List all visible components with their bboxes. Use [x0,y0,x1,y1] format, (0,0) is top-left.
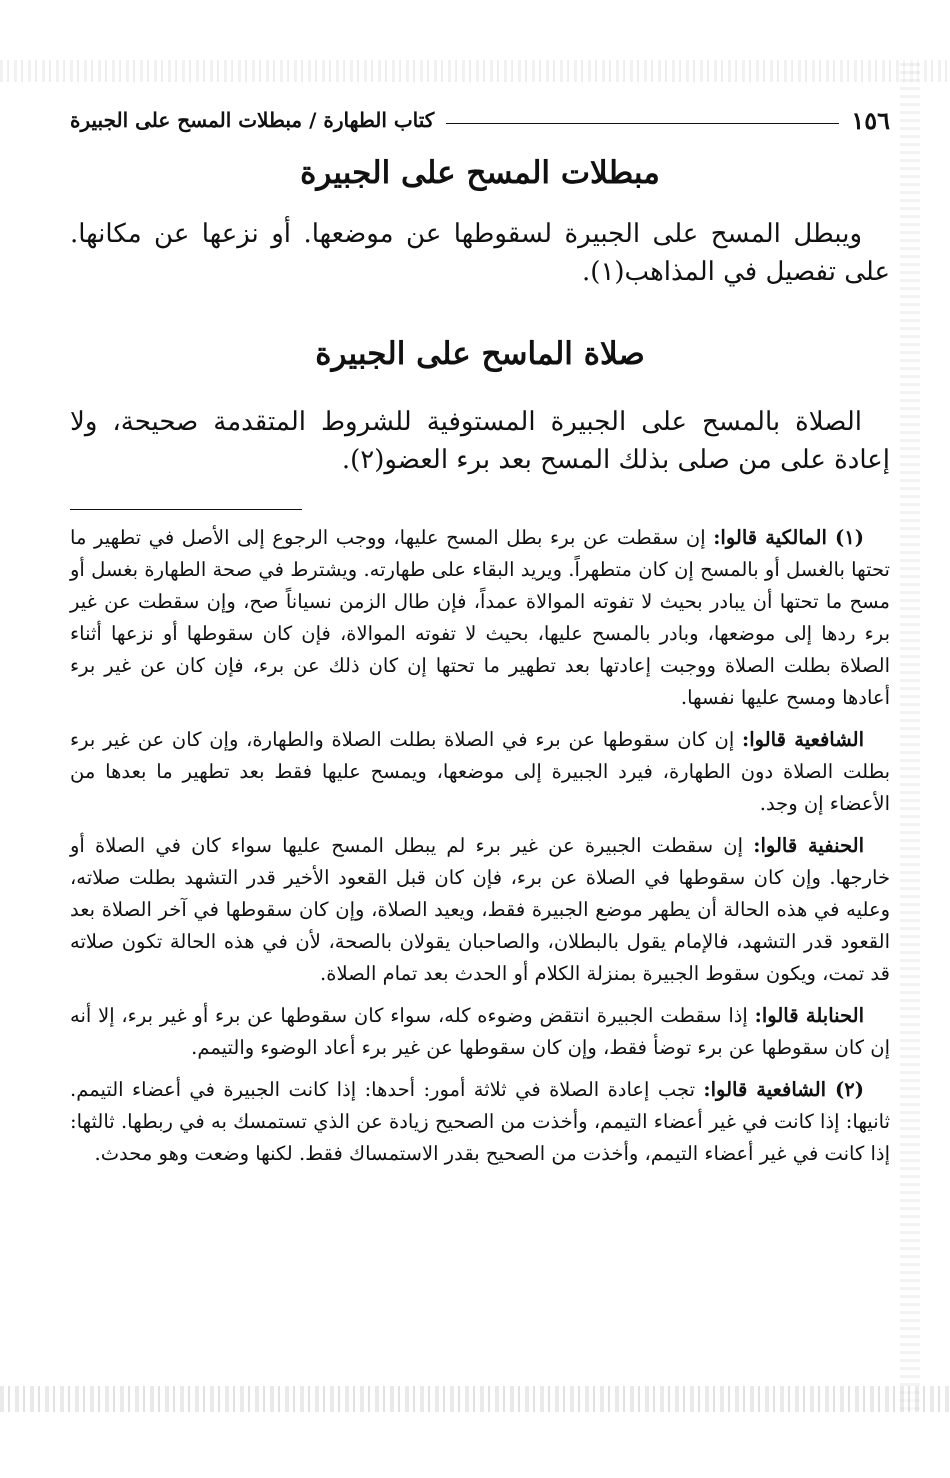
section-text-invalidators: ويبطل المسح على الجبيرة لسقوطها عن موضعها. أو نزعها عن مكانها. على تفصيل في المذاهب(١). [70,219,890,288]
scan-noise-right [900,60,920,1410]
footnote-lead: الحنفية قالوا: [753,833,864,857]
footnote-text: تجب إعادة الصلاة في ثلاثة أمور: أحدها: إذا كانت الجبيرة في أعضاء التيمم. ثانيها: إذا كانت في غير أعضاء التيمم، وأخذت من الصحيح زيادة عن الذي تستمسك به في ربطها. ثالثها: إذا كانت في غير أعضاء التيمم، وأخذت من الصحيح بقدر الاستمساك فقط. لكنها وضعت وهو محدث. [70,1077,890,1165]
footnote-shafii-2 [70,1074,890,1170]
footnote-lead: الشافعية قالوا: [742,727,865,751]
footnote-lead: (٢) الشافعية قالوا: [703,1077,864,1101]
footnote-text: إن سقطت الجبيرة عن غير برء لم يبطل المسح عليها سواء كان في الصلاة أو خارجها. وإن كان سقوطها في الصلاة عن برء، فإن كان قبل القعود الأخير قدر التشهد بطلت صلاته، وعليه في هذه الحالة أن يطهر موضع الجبيرة فقط، ويعيد الصلاة، وإن كان سقوطها في آخر الصلاة بعد القعود قدر التشهد، فالإمام يقول بالبطلان، والصاحبان يقولان بالصحة، لأن في هذه الحالة تكون صلاته قد تمت، ويكون سقوط الجبيرة بمنزلة الكلام أو الحدث بعد تمام الصلاة. [70,833,890,985]
footnote-hanafi [70,830,890,990]
section-text-prayer: الصلاة بالمسح على الجبيرة المستوفية للشروط المتقدمة صحيحة، ولا إعادة على من صلى بذلك المسح بعد برء العضو(٢). [70,406,890,475]
running-head [70,100,890,140]
footnote-text: إن كان سقوطها عن برء في الصلاة بطلت الصلاة والطهارة، وإن كان عن غير برء بطلت الصلاة دون الطهارة، فيرد الجبيرة إلى موضعها، ويمسح عليها فقط بعد تطهير ما بعدها من الأعضاء إن وجد. [70,727,890,815]
scan-noise-top [0,60,950,82]
footnote-lead: الحنابلة قالوا: [754,1003,864,1027]
running-title: كتاب الطهارة / مبطلات المسح على الجبيرة [70,108,435,132]
footnote-text: إن سقطت عن برء بطل المسح عليها، ووجب الرجوع إلى الأصل في تطهير ما تحتها بالغسل أو بالمسح إن كان متطهراً. ويريد البقاء على طهارته. ويشترط في صحة الطهارة بغسل أو مسح ما تحتها أن يبادر بحيث لا تفوته الموالاة عمداً، فإن طال الزمن نسياناً صح، وإن سقطت عن غير برء ردها إلى موضعها، وبادر بالمسح عليها، بحيث لا تفوته الموالاة، فإن كان سقوطها أو نزعها أثناء الصلاة بطلت الصلاة ووجبت إعادتها بعد تطهير ما تحتها إن كان ذلك عن برء، فإن كان عن غير برء أعادها ومسح عليها نفسها. [70,525,890,709]
page [70,100,890,1180]
footnotes [70,522,890,1170]
footnote-shafii [70,724,890,820]
footnote-lead: (١) المالكية قالوا: [713,525,864,549]
footnote-hanbali [70,1000,890,1064]
footnote-text: إذا سقطت الجبيرة انتقض وضوءه كله، سواء كان سقوطها عن برء أو غير برء، إلا أنه إن كان سقوطها عن برء توضأ فقط، وإن كان سقوطها عن غير برء أعاد الوضوء والتيمم. [70,1003,890,1059]
header-rule [446,123,839,124]
section-heading-prayer: صلاة الماسح على الجبيرة [315,336,645,373]
section-heading-invalidators: مبطلات المسح على الجبيرة [300,155,660,191]
footnote-separator [70,509,302,510]
page-number: ١٥٦ [851,105,890,135]
scan-noise-bottom [0,1386,950,1412]
footnote-maliki [70,522,890,714]
